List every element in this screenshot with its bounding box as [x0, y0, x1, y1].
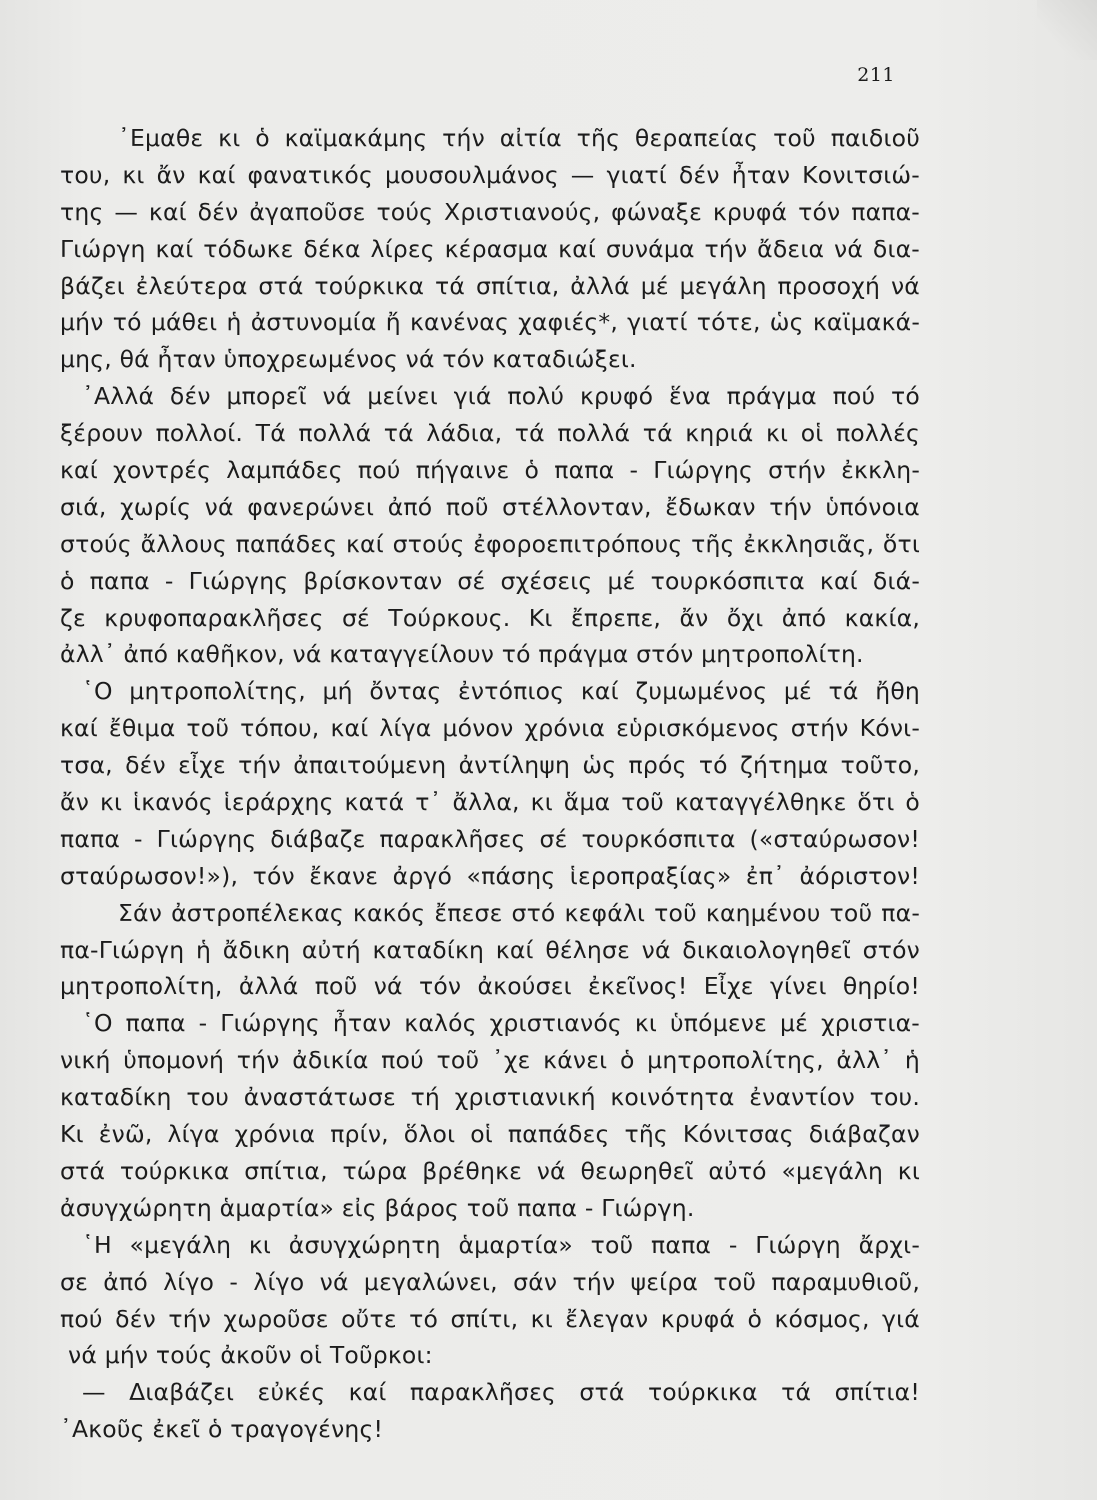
text-line: ξέρουν πολλοί. Τά πολλά τά λάδια, τά πολλά τά κηριά κι οἱ πολλές: [60, 419, 920, 448]
text-line: σε ἀπό λίγο - λίγο νά μεγαλώνει, σάν τήν ψείρα τοῦ παραμυθιοῦ,: [60, 1267, 920, 1296]
text-line: μητροπολίτη, ἀλλά ποῦ νά τόν ἀκούσει ἐκεῖνος! Εἶχε γίνει θηρίο!: [60, 972, 920, 1001]
text-line: στά τούρκικα σπίτια, τώρα βρέθηκε νά θεωρηθεῖ αὐτό «μεγάλη κι: [60, 1156, 920, 1185]
text-line: ὁ παπα - Γιώργης βρίσκονταν σέ σχέσεις μέ τουρκόσπιτα καί διά-: [60, 566, 920, 595]
text-line: νική ὑπομονή τήν ἀδικία πού τοῦ ᾿χε κάνει ὁ μητροπολίτης, ἀλλ᾿ ἡ: [60, 1046, 920, 1075]
text-line: ᾿Εμαθε κι ὁ καϊμακάμης τήν αἰτία τῆς θεραπείας τοῦ παιδιοῦ: [118, 124, 920, 152]
text-line: παπα - Γιώργης διάβαζε παρακλῆσες σέ τουρκόσπιτα («σταύρωσον!: [60, 824, 920, 853]
text-line: ᾿Αλλά δέν μπορεῖ νά μείνει γιά πολύ κρυφό ἕνα πράγμα πού τό: [82, 382, 920, 411]
text-line: νά μήν τούς ἀκοῦν οἱ Τοῦρκοι:: [68, 1341, 433, 1370]
text-line: ἀσυγχώρητη ἁμαρτία» εἰς βάρος τοῦ παπα - Γιώργη.: [60, 1193, 695, 1222]
text-line: ῾Ο παπα - Γιώργης ἦταν καλός χριστιανός κι ὑπόμενε μέ χριστια-: [82, 1009, 920, 1038]
text-line: σταύρωσον!»), τόν ἔκανε ἀργό «πάσης ἱεροπραξίας» ἐπ᾿ ἀόριστον!: [60, 861, 920, 890]
text-line: ζε κρυφοπαρακλῆσες σέ Τούρκους. Κι ἔπρεπε, ἄν ὄχι ἀπό κακία,: [60, 603, 920, 632]
text-line: βάζει ἐλεύτερα στά τούρκικα τά σπίτια, ἀλλά μέ μεγάλη προσοχή νά: [60, 271, 920, 300]
text-line: Κι ἐνῶ, λίγα χρόνια πρίν, ὅλοι οἱ παπάδες τῆς Κόνιτσας διάβαζαν: [60, 1120, 920, 1149]
text-line: μης, θά ἦταν ὑποχρεωμένος νά τόν καταδιώξει.: [60, 345, 637, 374]
text-line: ἀλλ᾿ ἀπό καθῆκον, νά καταγγείλουν τό πράγμα στόν μητροπολίτη.: [60, 640, 864, 669]
text-line: ἄν κι ἱκανός ἱεράρχης κατά τ᾿ ἄλλα, κι ἅμα τοῦ καταγγέλθηκε ὅτι ὁ: [60, 788, 920, 817]
text-line: μήν τό μάθει ἡ ἀστυνομία ἤ κανένας χαφιές*, γιατί τότε, ὡς καϊμακά-: [60, 308, 920, 337]
text-line: ῾Ο μητροπολίτης, μή ὄντας ἐντόπιος καί ζυμωμένος μέ τά ἤθη: [82, 677, 920, 706]
text-line: ᾿Ακοῦς ἐκεῖ ὁ τραγογένης!: [60, 1415, 384, 1444]
text-line: Σάν ἀστροπέλεκας κακός ἔπεσε στό κεφάλι τοῦ καημένου τοῦ πα-: [118, 898, 920, 927]
text-line: ῾Η «μεγάλη κι ἀσυγχώρητη ἁμαρτία» τοῦ παπα - Γιώργη ἄρχι-: [82, 1230, 920, 1259]
text-line: του, κι ἄν καί φανατικός μουσουλμάνος — γιατί δέν ἦταν Κονιτσιώ-: [60, 160, 920, 189]
text-line: καί χοντρές λαμπάδες πού πήγαινε ὁ παπα - Γιώργης στήν ἐκκλη-: [60, 456, 920, 485]
text-line: στούς ἄλλους παπάδες καί στούς ἐφοροεπιτρόπους τῆς ἐκκλησιᾶς, ὅτι: [60, 529, 920, 558]
text-line: Γιώργη καί τόδωκε δέκα λίρες κέρασμα καί συνάμα τήν ἄδεια νά δια-: [60, 234, 920, 263]
text-line: πα-Γιώργη ἡ ἄδικη αὐτή καταδίκη καί θέλησε νά δικαιολογηθεῖ στόν: [60, 935, 920, 964]
text-line: καταδίκη του ἀναστάτωσε τή χριστιανική κοινότητα ἐναντίον του.: [60, 1083, 920, 1112]
text-line: τσα, δέν εἶχε τήν ἀπαιτούμενη ἀντίληψη ὡς πρός τό ζήτημα τοῦτο,: [60, 751, 920, 780]
text-line: καί ἔθιμα τοῦ τόπου, καί λίγα μόνον χρόνια εὑρισκόμενος στήν Κόνι-: [60, 714, 920, 743]
text-line: — Διαβάζει εὐκές καί παρακλῆσες στά τούρκικα τά σπίτια!: [82, 1378, 920, 1407]
page-corner-shadow: [1037, 0, 1097, 60]
page-number: 211: [857, 64, 895, 86]
body-text: [60, 120, 920, 1448]
text-line: σιά, χωρίς νά φανερώνει ἀπό ποῦ στέλλονταν, ἔδωκαν τήν ὑπόνοια: [60, 492, 920, 521]
text-line: πού δέν τήν χωροῦσε οὔτε τό σπίτι, κι ἔλεγαν κρυφά ὁ κόσμος, γιά: [60, 1304, 920, 1333]
text-line: της — καί δέν ἀγαποῦσε τούς Χριστιανούς, φώναξε κρυφά τόν παπα-: [60, 197, 920, 226]
